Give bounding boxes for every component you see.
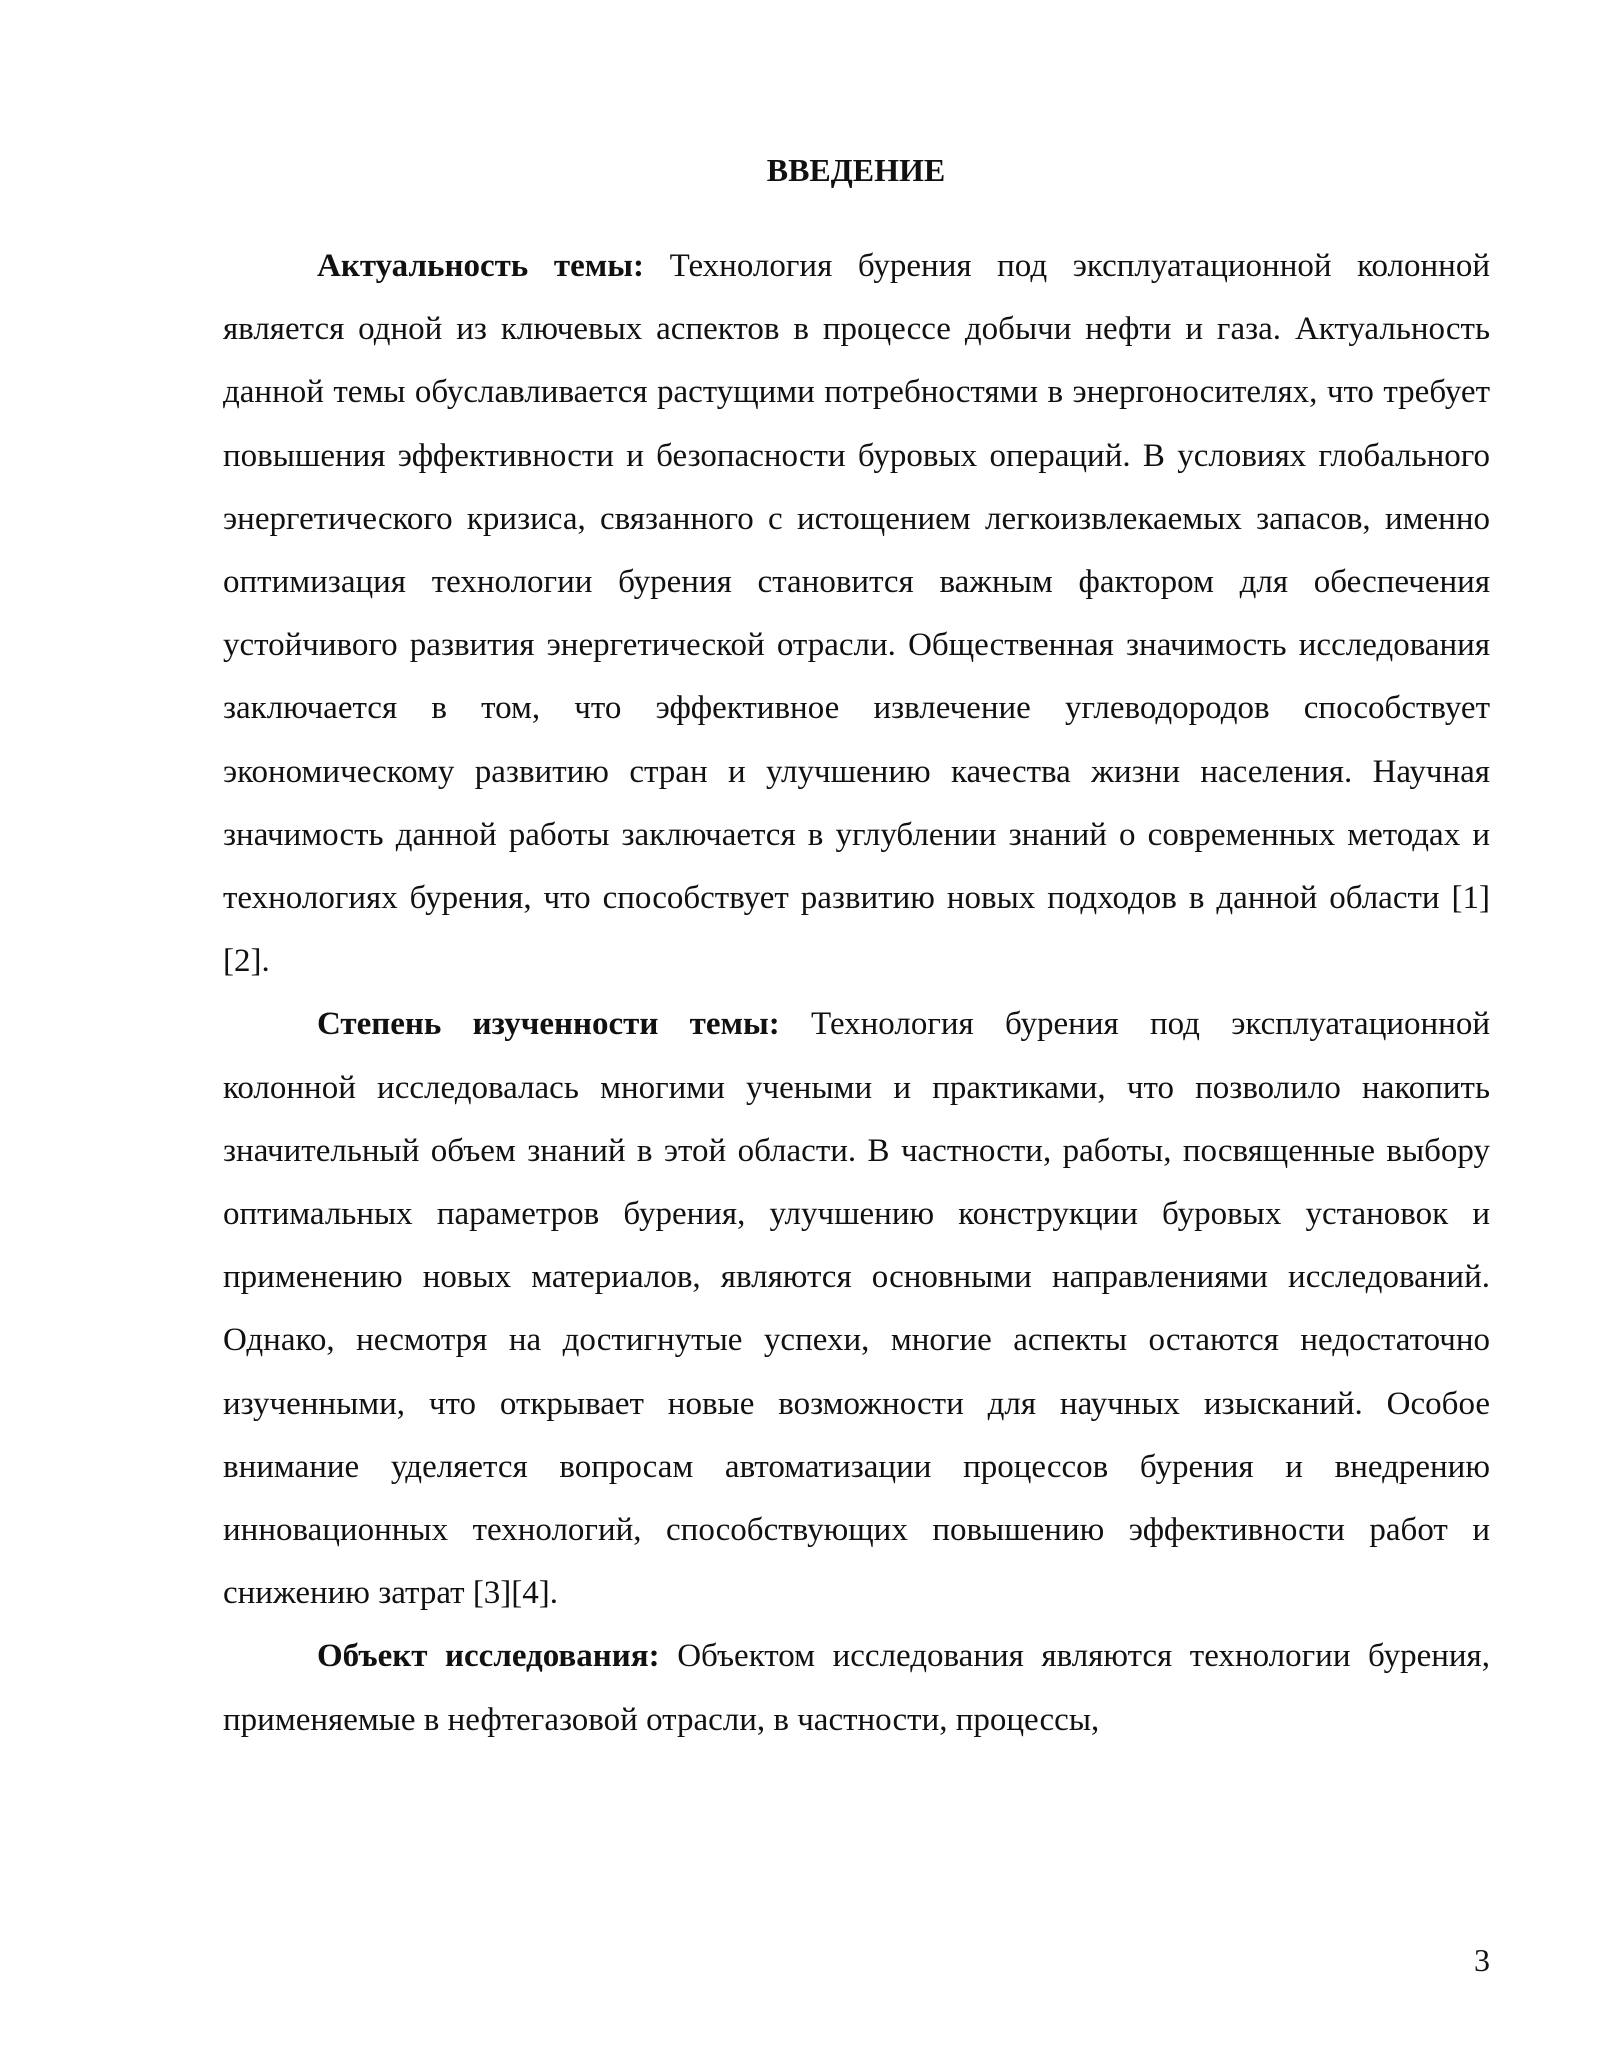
- paragraph-text: Объектом исследования являются технологии бурения, применяемые в нефтегазовой отрасли, в частности, процессы,: [223, 1638, 1490, 1738]
- document-body: [223, 235, 1490, 1752]
- paragraph-research-object: [223, 1625, 1490, 1751]
- paragraph-lead: Степень изученности темы:: [317, 1006, 780, 1043]
- paragraph-lead: Объект исследования:: [317, 1638, 660, 1675]
- paragraph-relevance: [223, 235, 1490, 993]
- paragraph-lead: Актуальность темы:: [317, 248, 644, 284]
- paragraph-study-degree: [223, 993, 1490, 1625]
- paragraph-text: Технология бурения под эксплуатационной колонной является одной из ключевых аспектов в процессе добычи нефти и газа. Актуальность данной темы обуславливается растущими потребностями в энергоносителях, что требует повышения эффективности и безопасности буровых операций. В условиях глобального энергетического кризиса, связанного с истощением легкоизвлекаемых запасов, именно оптимизация технологии бурения становится важным фактором для обеспечения устойчивого развития энергетической отрасли. Общественная значимость исследования заключается в том, что эффективное извлечение углеводородов способствует экономическому развитию стран и улучшению качества жизни населения. Научная значимость данной работы заключается в углублении знаний о современных методах и технологиях бурения, что способствует развитию новых подходов в данной области [1][2].: [223, 248, 1490, 980]
- page-number: 3: [1474, 1942, 1490, 1978]
- page-title: ВВЕДЕНИЕ: [766, 152, 946, 188]
- paragraph-text: Технология бурения под эксплуатационной колонной исследовалась многими учеными и практиками, что позволило накопить значительный объем знаний в этой области. В частности, работы, посвященные выбору оптимальных параметров бурения, улучшению конструкции буровых установок и применению новых материалов, являются основными направлениями исследований. Однако, несмотря на достигнутые успехи, многие аспекты остаются недостаточно изученными, что открывает новые возможности для научных изысканий. Особое внимание уделяется вопросам автоматизации процессов бурения и внедрению инновационных технологий, способствующих повышению эффективности работ и снижению затрат [3][4].: [223, 1006, 1490, 1612]
